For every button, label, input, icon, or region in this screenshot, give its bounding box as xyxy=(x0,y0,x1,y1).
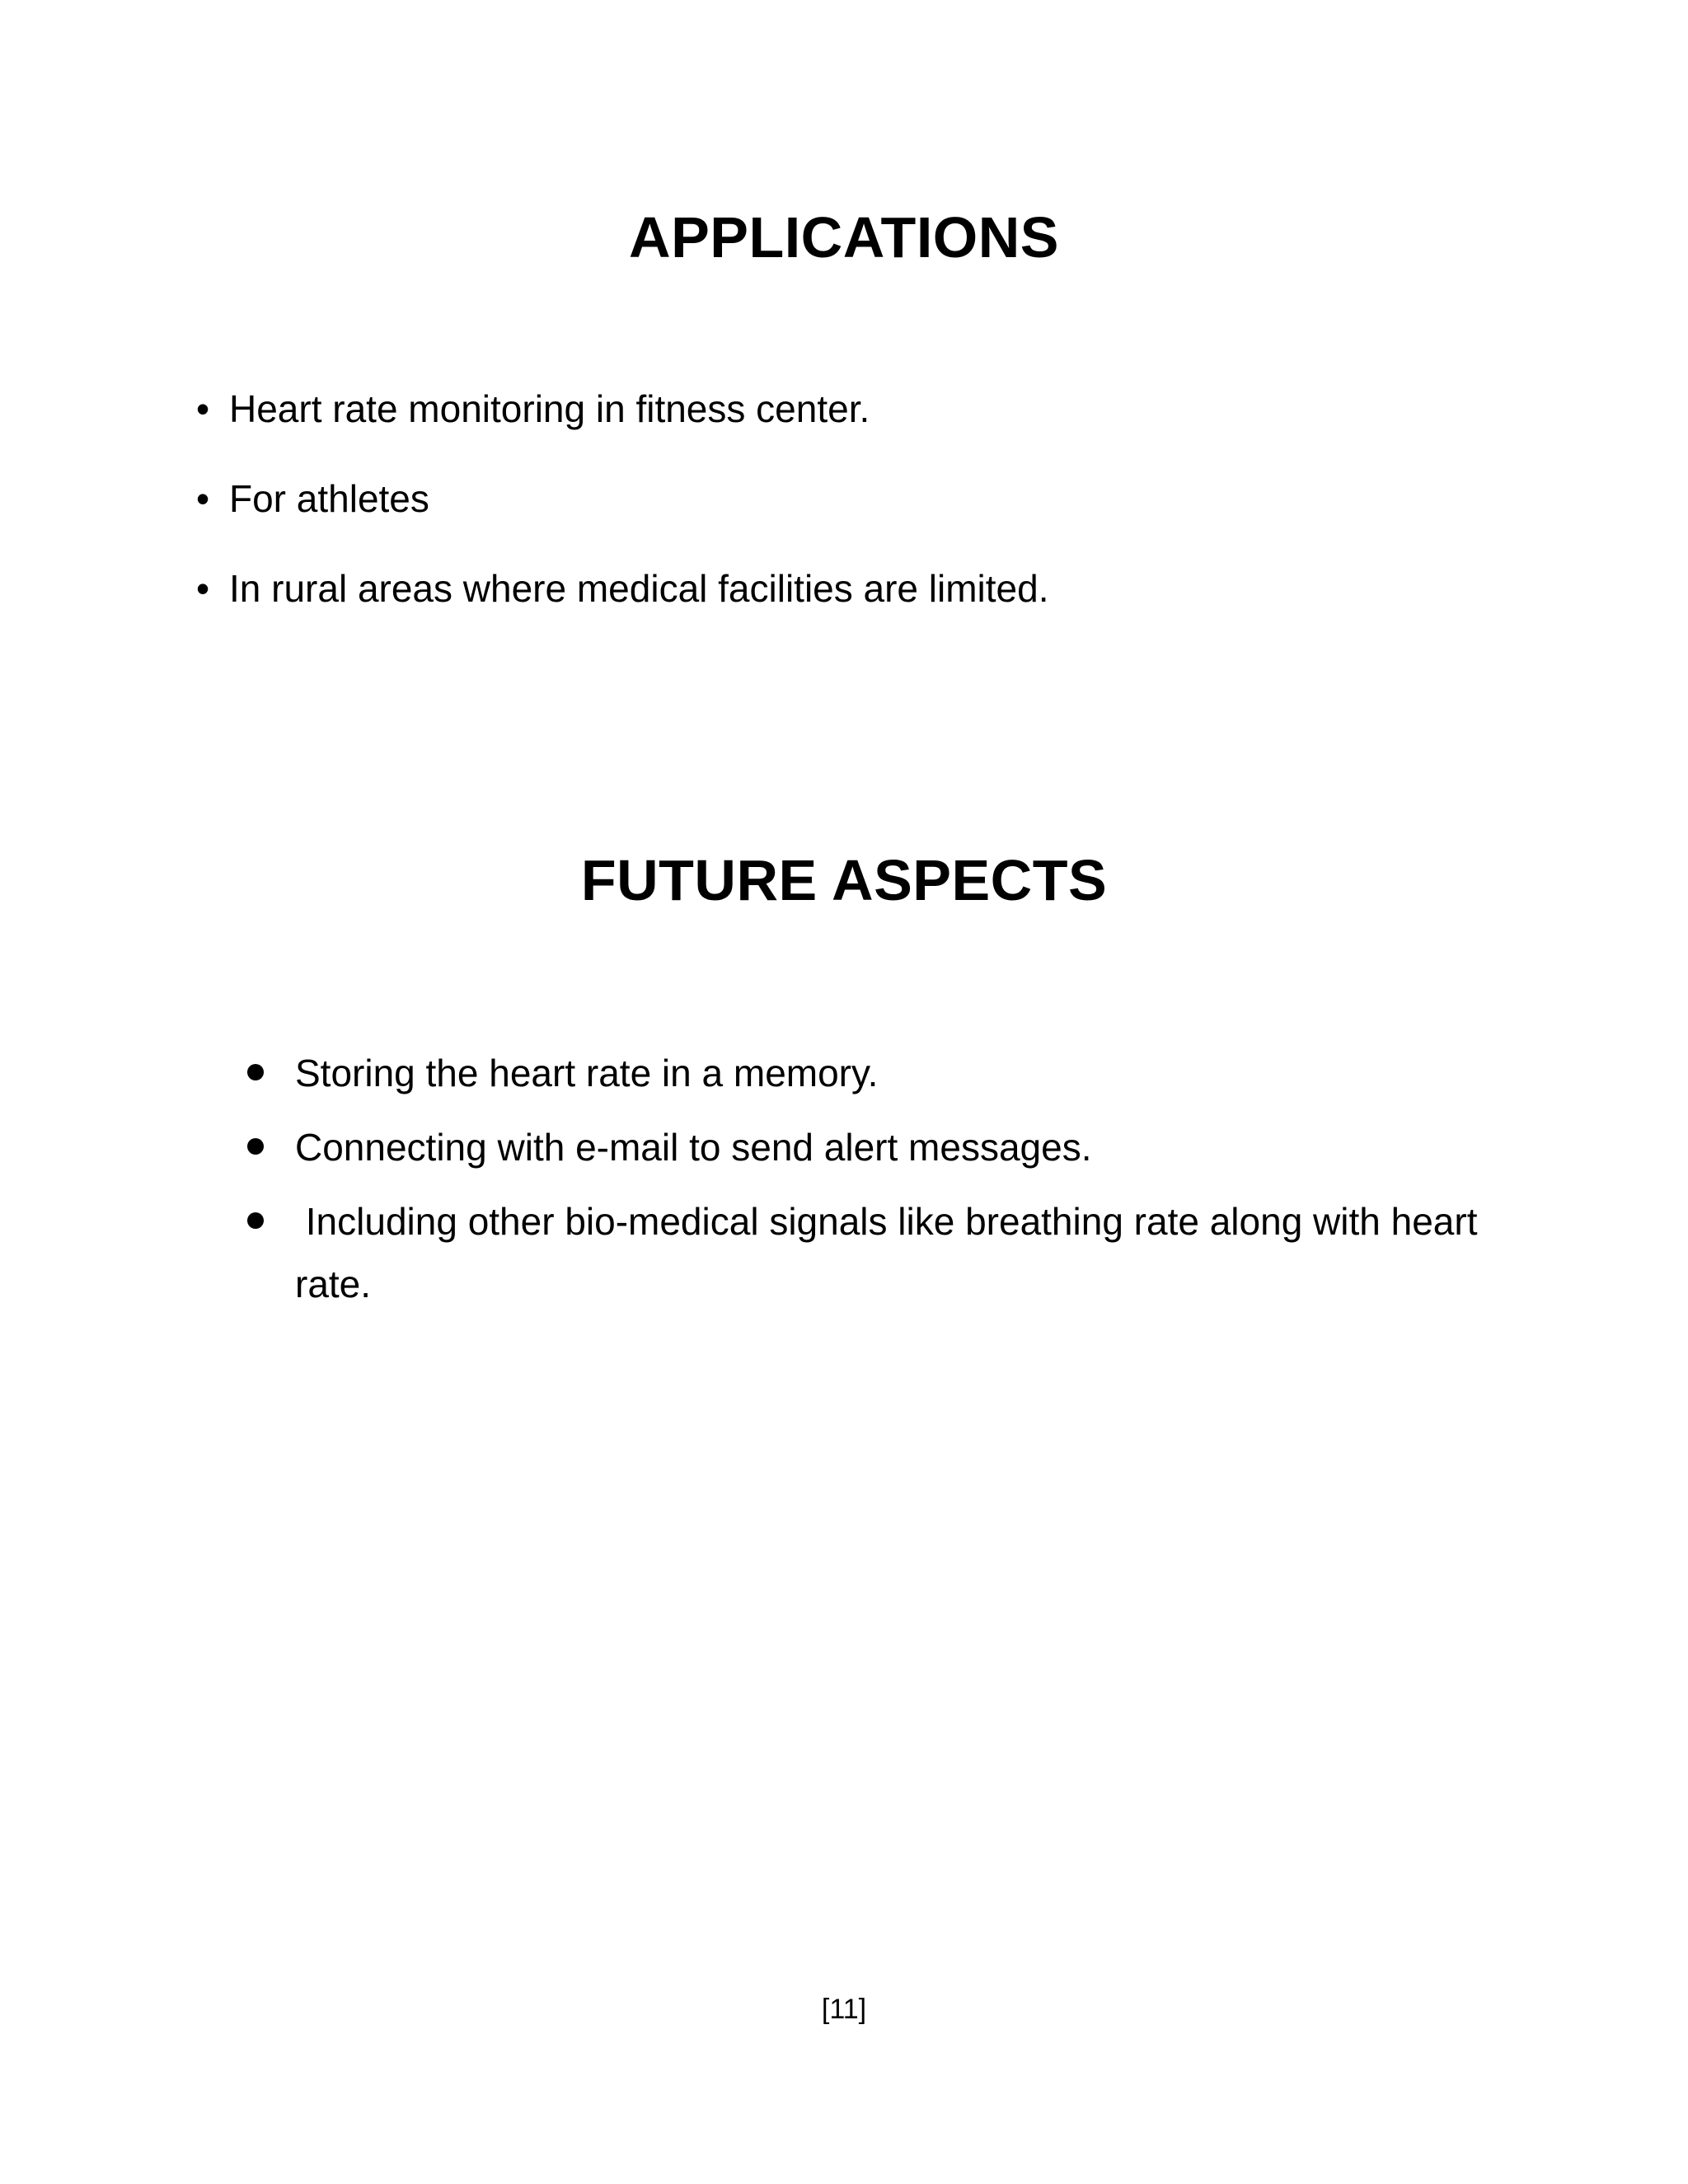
list-item-text: In rural areas where medical facilities are limited. xyxy=(229,567,1049,610)
list-item-text: Storing the heart rate in a memory. xyxy=(295,1052,879,1094)
bullet-dot-icon xyxy=(247,1064,264,1080)
list-item xyxy=(247,1190,1489,1315)
future-aspects-heading: FUTURE ASPECTS xyxy=(580,848,1108,912)
bullet-dot-icon xyxy=(247,1212,264,1229)
applications-heading: APPLICATIONS xyxy=(629,205,1059,269)
bullet-icon: • xyxy=(196,387,210,430)
page-number: [11] xyxy=(821,1994,867,2025)
applications-list xyxy=(196,384,1049,654)
list-item-text: For athletes xyxy=(229,477,429,520)
list-item-text: Heart rate monitoring in fitness center. xyxy=(229,387,870,430)
bullet-dot-icon xyxy=(247,1138,264,1155)
list-item xyxy=(247,1042,1484,1104)
list-item xyxy=(196,564,1049,613)
list-item xyxy=(196,384,1049,434)
future-aspects-list xyxy=(247,1042,1489,1327)
list-item-text: Including other bio-medical signals like breathing rate along with heart rate. xyxy=(295,1200,1489,1305)
bullet-icon: • xyxy=(196,567,210,610)
list-item xyxy=(247,1116,1484,1179)
list-item-text: Connecting with e-mail to send alert messages. xyxy=(295,1126,1092,1169)
bullet-icon: • xyxy=(196,477,210,520)
list-item xyxy=(196,474,1049,523)
